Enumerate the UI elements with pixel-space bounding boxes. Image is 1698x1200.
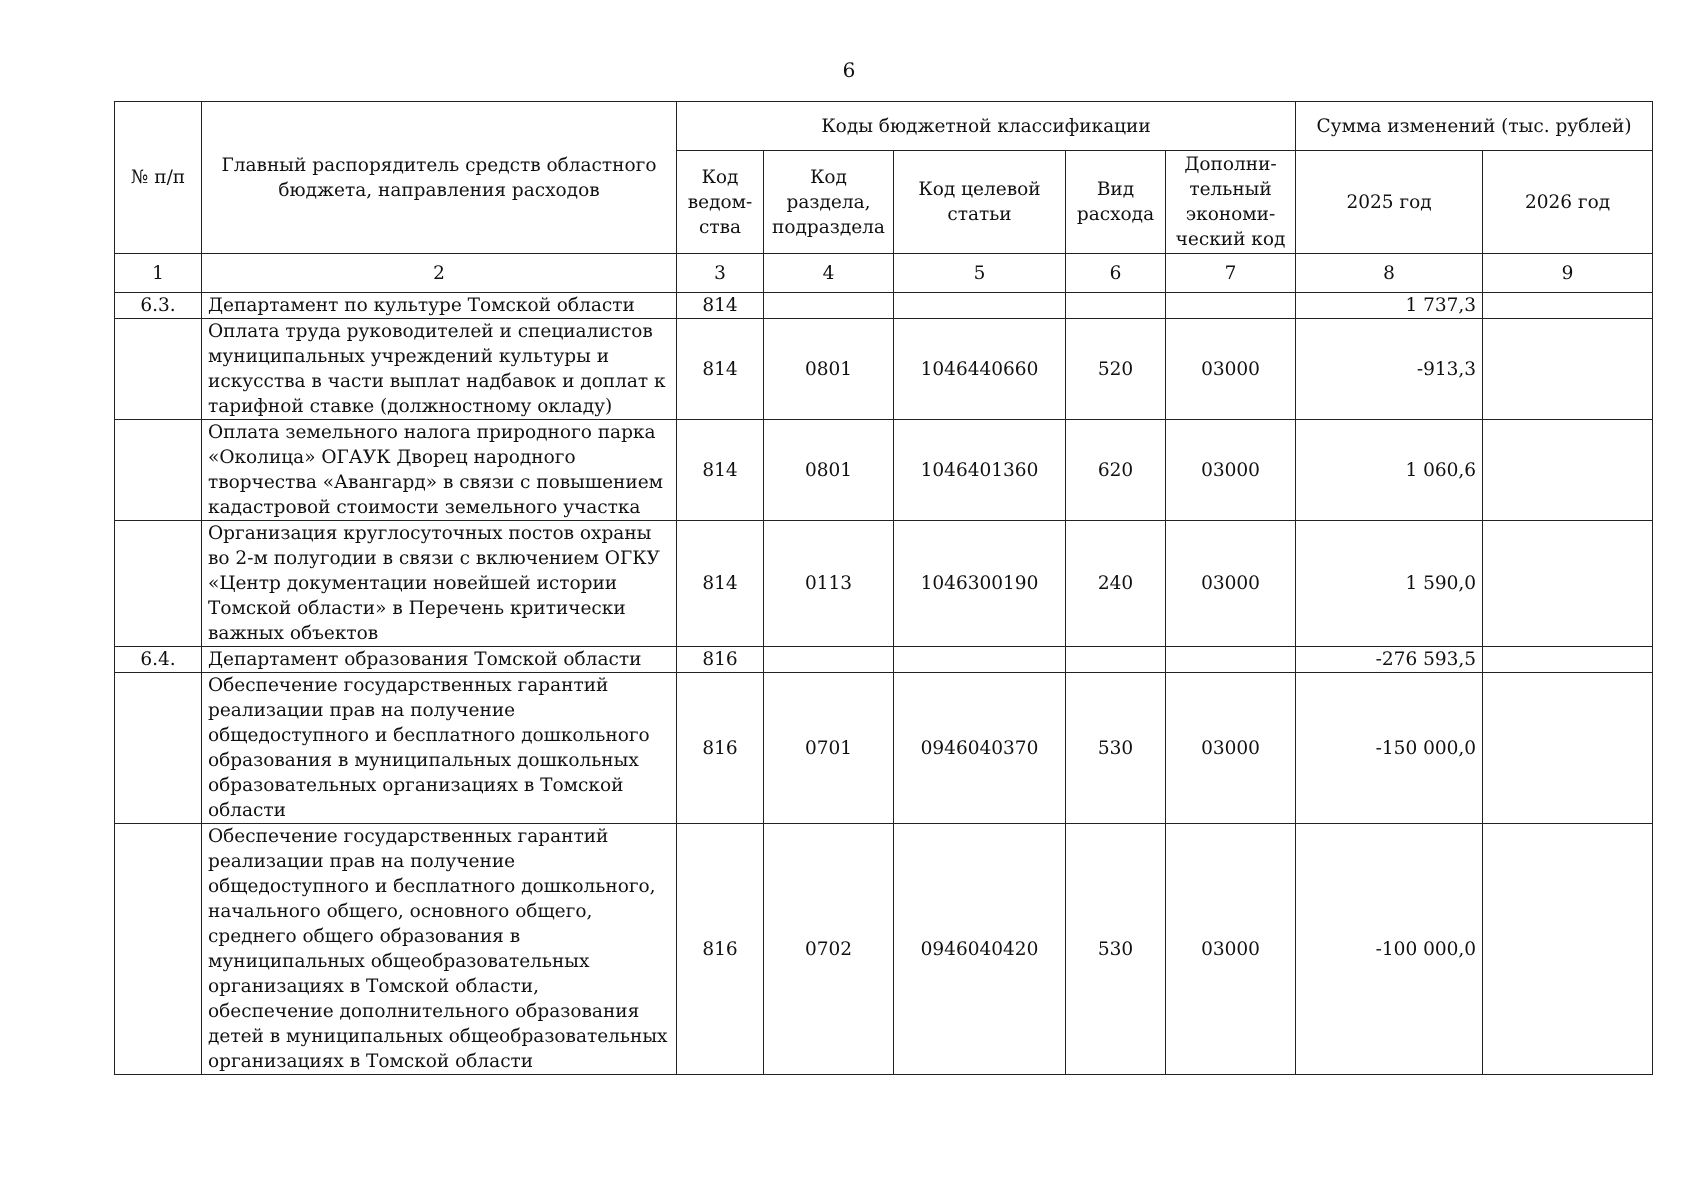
- row-target-code: 0946040420: [894, 824, 1066, 1075]
- row-econ-code: 03000: [1166, 420, 1296, 521]
- column-number: 9: [1483, 254, 1653, 293]
- header-code-dept: Код ведом-ства: [677, 151, 764, 254]
- row-sum-2026: [1483, 293, 1653, 319]
- row-description: Обеспечение государственных гарантий реализации прав на получение общедоступного и бесплатного дошкольного образования в муниципальных дошкольных образовательных организациях в Томской области: [202, 673, 677, 824]
- row-sum-2025: -100 000,0: [1296, 824, 1483, 1075]
- column-number: 2: [202, 254, 677, 293]
- row-econ-code: [1166, 293, 1296, 319]
- table-row-section: [115, 647, 1653, 673]
- row-target-code: [894, 293, 1066, 319]
- budget-changes-table: [114, 101, 1653, 1075]
- row-type-code: [1066, 647, 1166, 673]
- row-section-code: 0702: [764, 824, 894, 1075]
- table-row: [115, 824, 1653, 1075]
- row-num: [115, 420, 202, 521]
- row-type-code: 530: [1066, 824, 1166, 1075]
- column-number: 8: [1296, 254, 1483, 293]
- row-sum-2025: -276 593,5: [1296, 647, 1483, 673]
- row-type-code: [1066, 293, 1166, 319]
- header-codes-group: Коды бюджетной классификации: [677, 102, 1296, 151]
- row-econ-code: 03000: [1166, 319, 1296, 420]
- row-sum-2026: [1483, 319, 1653, 420]
- row-sum-2025: 1 060,6: [1296, 420, 1483, 521]
- row-num: [115, 521, 202, 647]
- table-row-section: [115, 293, 1653, 319]
- row-dept-code: 814: [677, 319, 764, 420]
- row-section-code: 0801: [764, 319, 894, 420]
- row-sum-2025: -150 000,0: [1296, 673, 1483, 824]
- row-sum-2026: [1483, 420, 1653, 521]
- column-numbers-row: [115, 254, 1653, 293]
- row-sum-2025: 1 737,3: [1296, 293, 1483, 319]
- row-target-code: 1046300190: [894, 521, 1066, 647]
- row-econ-code: 03000: [1166, 824, 1296, 1075]
- row-num: [115, 673, 202, 824]
- row-dept-code: 816: [677, 647, 764, 673]
- column-number: 3: [677, 254, 764, 293]
- row-section-code: [764, 293, 894, 319]
- header-code-type: Вид расхода: [1066, 151, 1166, 254]
- row-type-code: 620: [1066, 420, 1166, 521]
- row-section-code: 0801: [764, 420, 894, 521]
- row-target-code: 1046440660: [894, 319, 1066, 420]
- row-target-code: [894, 647, 1066, 673]
- row-target-code: 0946040370: [894, 673, 1066, 824]
- row-section-code: 0113: [764, 521, 894, 647]
- row-type-code: 240: [1066, 521, 1166, 647]
- header-code-econ: Дополни-тельный экономи-ческий код: [1166, 151, 1296, 254]
- column-number: 6: [1066, 254, 1166, 293]
- row-sum-2026: [1483, 673, 1653, 824]
- row-num: 6.4.: [115, 647, 202, 673]
- row-dept-code: 816: [677, 673, 764, 824]
- row-description: Департамент образования Томской области: [202, 647, 677, 673]
- row-econ-code: 03000: [1166, 673, 1296, 824]
- header-num: № п/п: [115, 102, 202, 254]
- row-dept-code: 814: [677, 420, 764, 521]
- page-number: 6: [842, 58, 856, 82]
- row-sum-2026: [1483, 824, 1653, 1075]
- row-section-code: 0701: [764, 673, 894, 824]
- table-row: [115, 319, 1653, 420]
- row-target-code: 1046401360: [894, 420, 1066, 521]
- row-section-code: [764, 647, 894, 673]
- row-description: Оплата труда руководителей и специалистов муниципальных учреждений культуры и искусства в части выплат надбавок и доплат к тарифной ставке (должностному окладу): [202, 319, 677, 420]
- column-number: 1: [115, 254, 202, 293]
- header-year-2026: 2026 год: [1483, 151, 1653, 254]
- table-row: [115, 420, 1653, 521]
- row-econ-code: 03000: [1166, 521, 1296, 647]
- column-number: 5: [894, 254, 1066, 293]
- table-row: [115, 521, 1653, 647]
- column-number: 7: [1166, 254, 1296, 293]
- row-type-code: 520: [1066, 319, 1166, 420]
- table-row: [115, 673, 1653, 824]
- row-dept-code: 814: [677, 293, 764, 319]
- row-sum-2026: [1483, 647, 1653, 673]
- row-description: Обеспечение государственных гарантий реализации прав на получение общедоступного и бесплатного дошкольного, начального общего, основного общего, среднего общего образования в муниципальных общеобразовательных организациях в Томской области, обеспечение дополнительного образования детей в муниципальных общеобразовательных организациях в Томской области: [202, 824, 677, 1075]
- header-year-2025: 2025 год: [1296, 151, 1483, 254]
- row-description: Организация круглосуточных постов охраны во 2-м полугодии в связи с включением ОГКУ «Центр документации новейшей истории Томской области» в Перечень критически важных объектов: [202, 521, 677, 647]
- row-description: Оплата земельного налога природного парка «Околица» ОГАУК Дворец народного творчества «Авангард» в связи с повышением кадастровой стоимости земельного участка: [202, 420, 677, 521]
- row-dept-code: 816: [677, 824, 764, 1075]
- row-sum-2025: -913,3: [1296, 319, 1483, 420]
- header-code-target: Код целевой статьи: [894, 151, 1066, 254]
- row-description: Департамент по культуре Томской области: [202, 293, 677, 319]
- row-type-code: 530: [1066, 673, 1166, 824]
- row-sum-2025: 1 590,0: [1296, 521, 1483, 647]
- row-sum-2026: [1483, 521, 1653, 647]
- row-num: [115, 824, 202, 1075]
- row-num: 6.3.: [115, 293, 202, 319]
- column-number: 4: [764, 254, 894, 293]
- row-econ-code: [1166, 647, 1296, 673]
- header-code-section: Код раздела, подраздела: [764, 151, 894, 254]
- row-dept-code: 814: [677, 521, 764, 647]
- row-num: [115, 319, 202, 420]
- header-sum-group: Сумма изменений (тыс. рублей): [1296, 102, 1653, 151]
- header-main: Главный распорядитель средств областного бюджета, направления расходов: [202, 102, 677, 254]
